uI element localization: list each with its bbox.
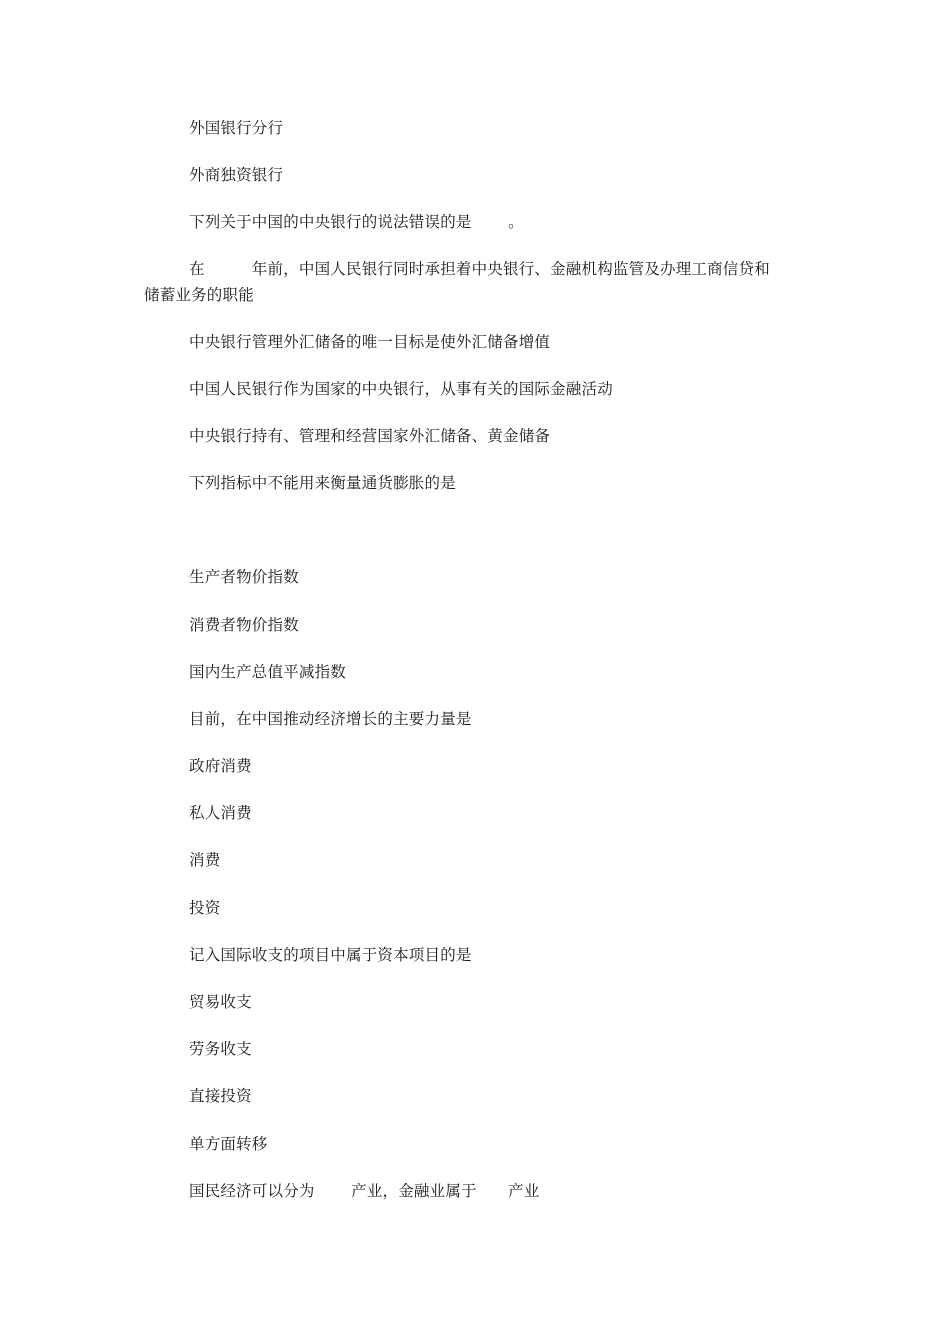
text-line: 生产者物价指数 (189, 568, 299, 586)
text-line: 储蓄业务的职能 (144, 286, 254, 304)
text-line: 中央银行持有、管理和经营国家外汇储备、黄金储备 (189, 427, 551, 445)
text-line: 外国银行分行 (189, 119, 284, 137)
text-line: 中央银行管理外汇储备的唯一目标是使外汇储备增值 (189, 333, 551, 351)
text-line: 政府消费 (189, 757, 252, 775)
text-line: 国内生产总值平减指数 (189, 663, 347, 681)
text-line: 记入国际收支的项目中属于资本项目的是 (189, 946, 472, 964)
text-line: 投资 (189, 899, 221, 917)
text-line: 下列关于中国的中央银行的说法错误的是 。 (189, 213, 524, 231)
text-line: 单方面转移 (189, 1135, 268, 1153)
text-line: 下列指标中不能用来衡量通货膨胀的是 (189, 474, 456, 492)
text-line: 中国人民银行作为国家的中央银行，从事有关的国际金融活动 (189, 380, 613, 398)
text-line: 目前，在中国推动经济增长的主要力量是 (189, 710, 472, 728)
text-line: 劳务收支 (189, 1040, 252, 1058)
text-line: 私人消费 (189, 804, 252, 822)
text-line: 消费 (189, 851, 221, 869)
text-line: 国民经济可以分为 产业，金融业属于 产业 (189, 1182, 540, 1200)
text-line: 消费者物价指数 (189, 616, 299, 634)
text-line: 直接投资 (189, 1087, 252, 1105)
text-line: 外商独资银行 (189, 166, 284, 184)
text-line: 在 年前，中国人民银行同时承担着中央银行、金融机构监管及办理工商信贷和 (189, 260, 770, 278)
text-line: 贸易收支 (189, 993, 252, 1011)
